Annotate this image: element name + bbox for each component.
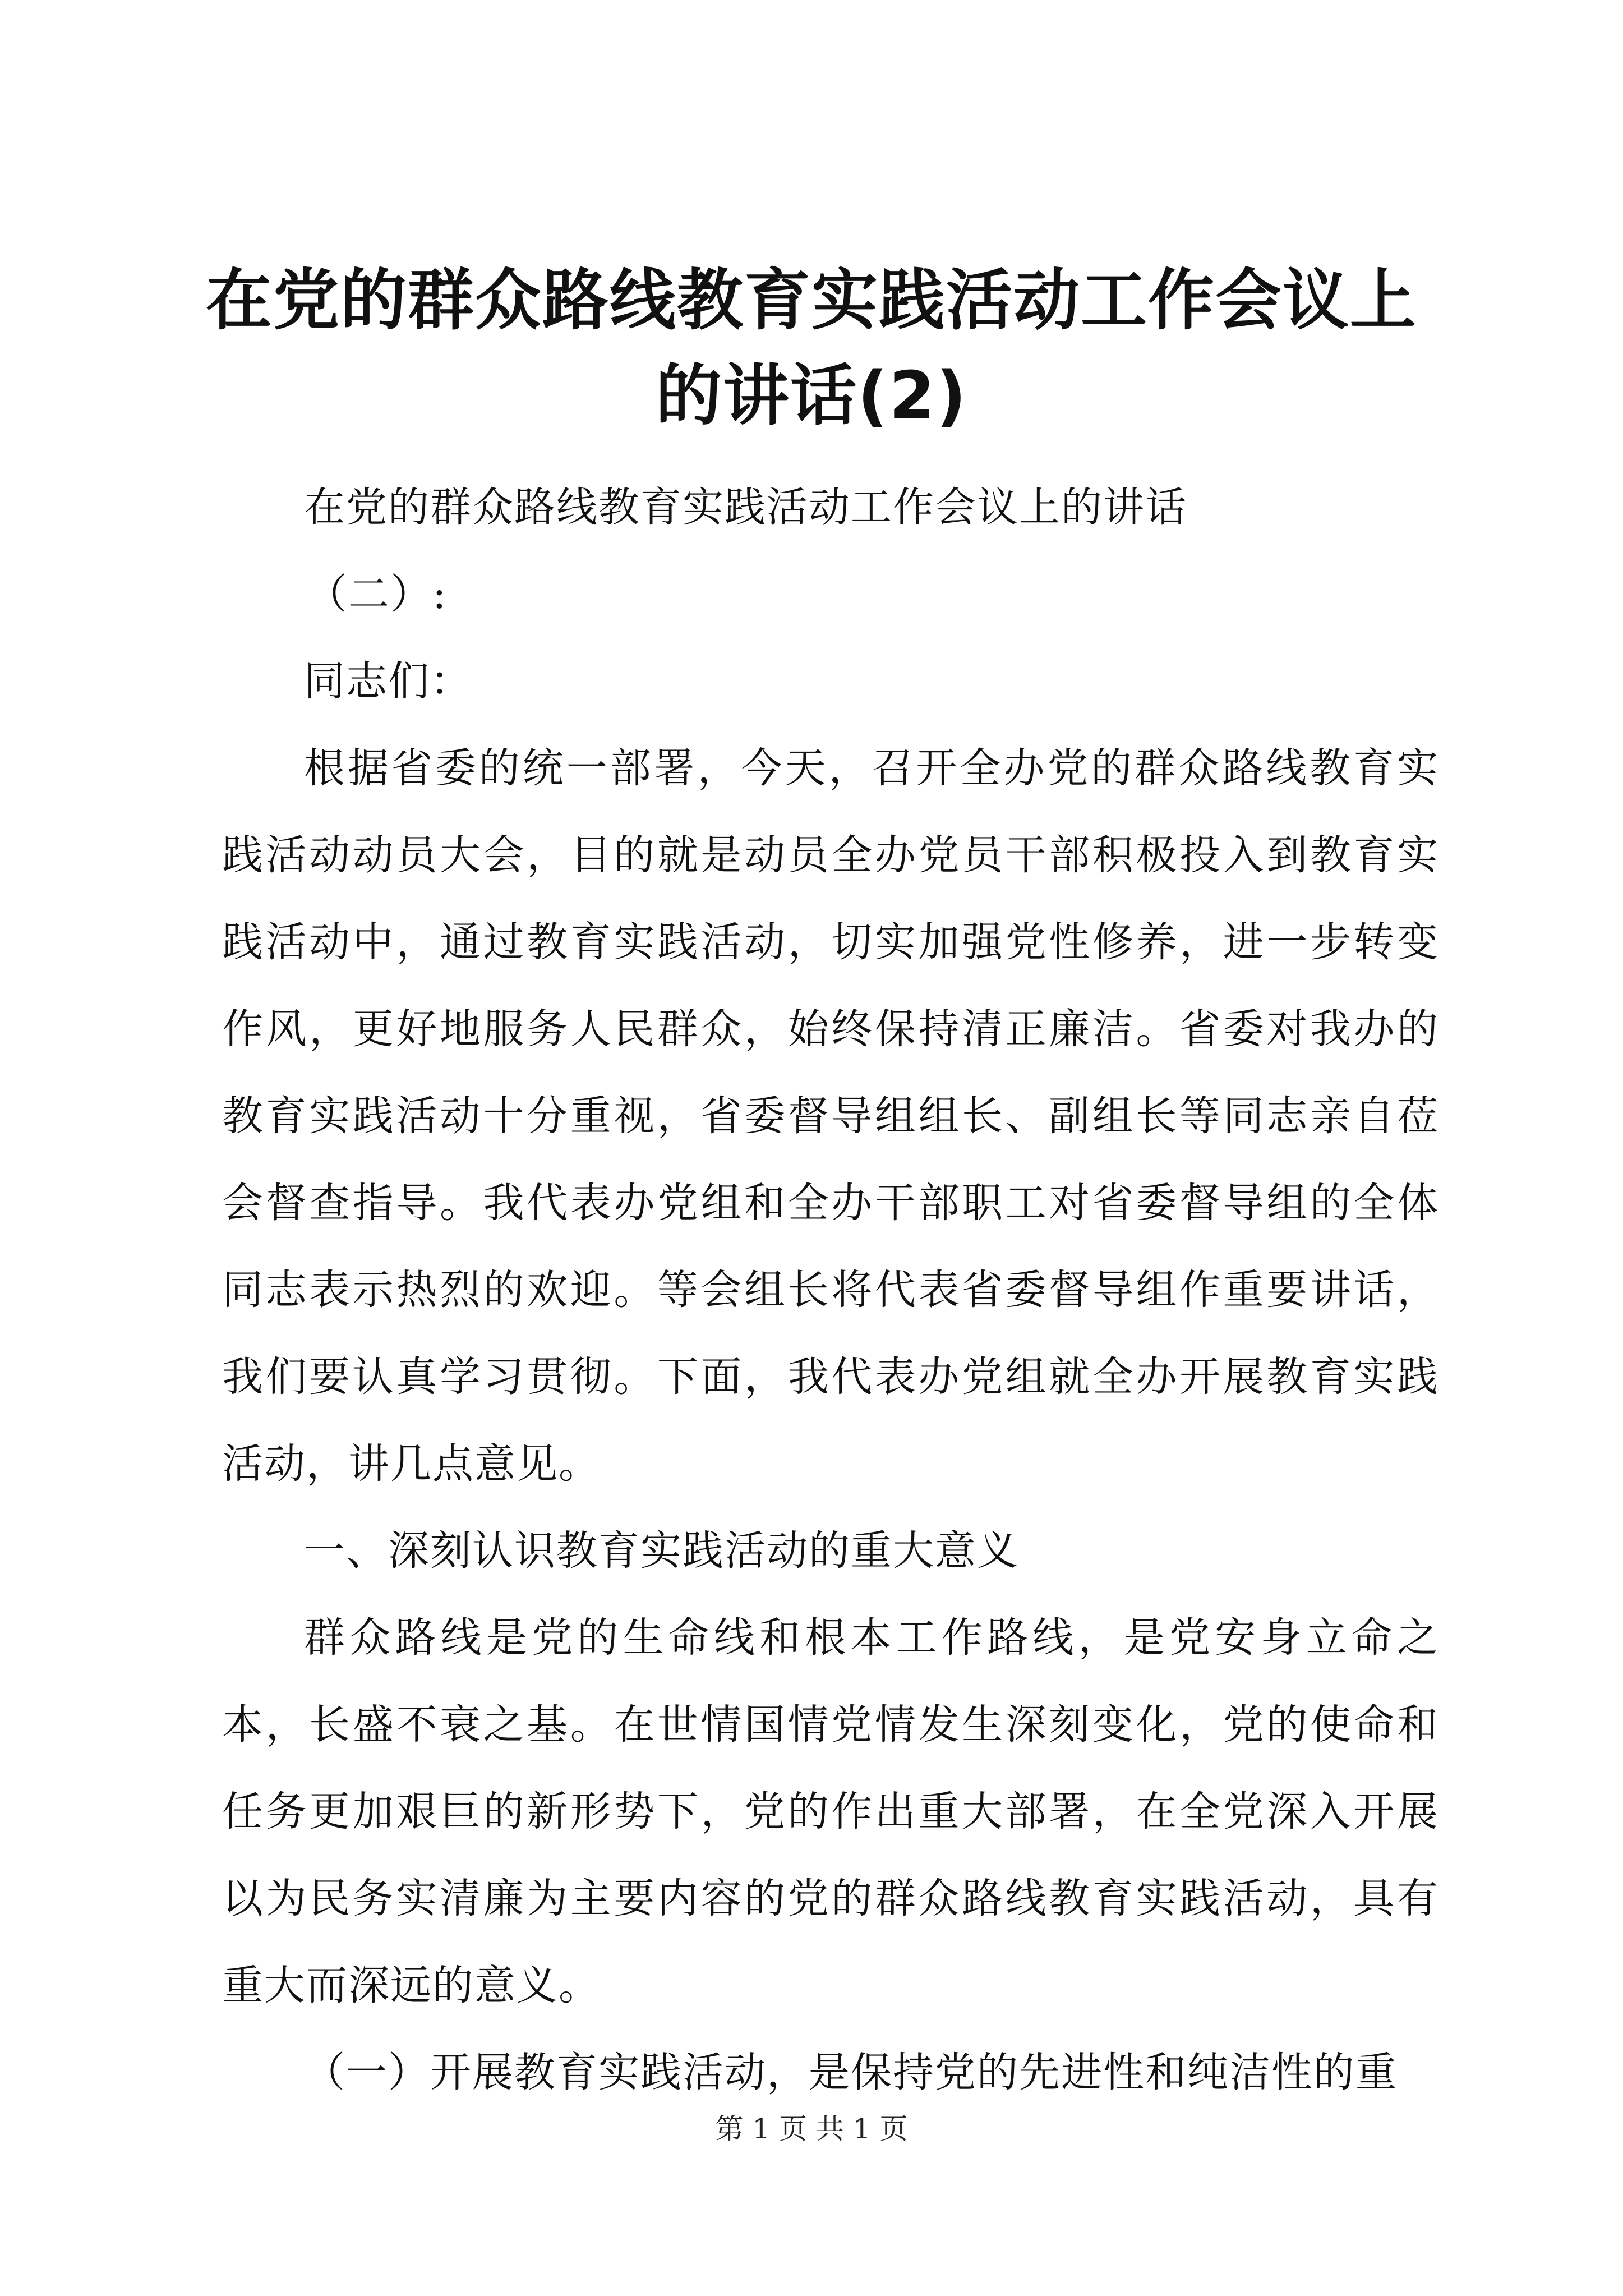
salutation-paragraph: 同志们： [304,657,472,705]
document-body [222,464,1439,2116]
subtitle-paragraph: 在党的群众路线教育实践活动工作会议上的讲话 [304,484,1187,531]
section-heading-1: 一、深刻认识教育实践活动的重大意义 [304,1527,1019,1575]
subsection-paragraph: （一）开展教育实践活动，是保持党的先进性和纯洁性的重 [304,2049,1398,2096]
section-1-paragraph: 群众路线是党的生命线和根本工作路线，是党安身立命之本，长盛不衰之基。在世情国情党情发生深刻变化，党的使命和任务更加艰巨的新形势下，党的作出重大部署，在全党深入开展以为民务实清廉为主要内容的党的群众路线教育实践活动，具有重大而深远的意义。 [222,1614,1439,2009]
document-title: 在党的群众路线教育实践活动工作会议上的讲话(2) [205,261,1417,434]
intro-paragraph: 根据省委的统一部署，今天，召开全办党的群众路线教育实践活动动员大会，目的就是动员全办党员干部积极投入到教育实践活动中，通过教育实践活动，切实加强党性修养，进一步转变作风，更好地服务人民群众，始终保持清正廉洁。省委对我办的教育实践活动十分重视，省委督导组组长、副组长等同志亲自莅会督查指导。我代表办党组和全办干部职工对省委督导组的全体同志表示热烈的欢迎。等会组长将代表省委督导组作重要讲话，我们要认真学习贯彻。下面，我代表办党组就全办开展教育实践活动，讲几点意见。 [222,744,1439,1488]
subtitle-number-paragraph: （二）: [306,570,448,618]
page-footer: 第 1 页 共 1 页 [715,2113,908,2145]
